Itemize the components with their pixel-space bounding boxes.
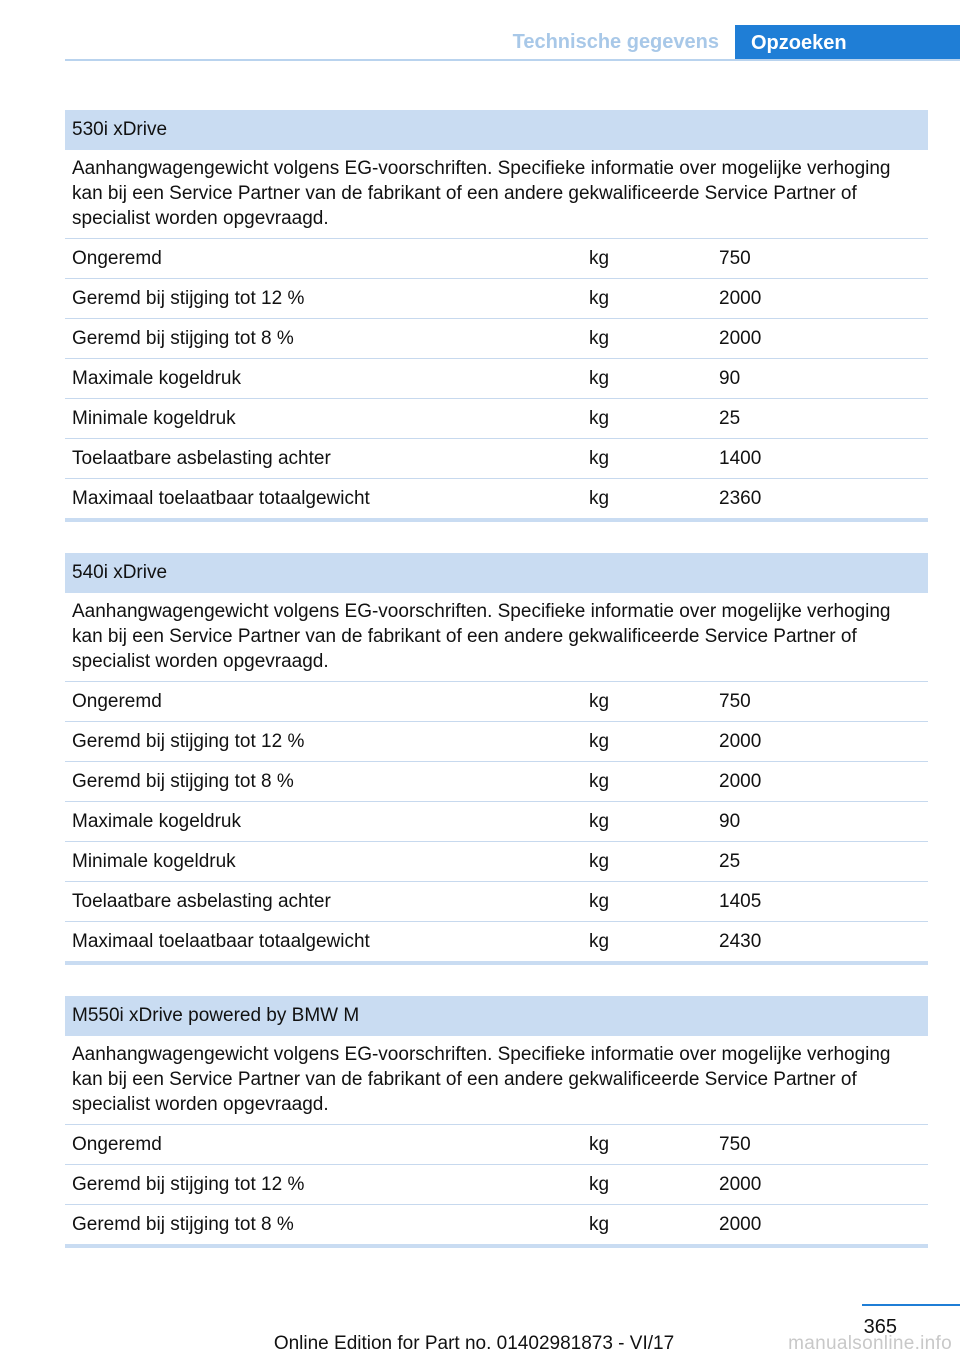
row-label: Maximaal toelaatbaar totaalgewicht — [72, 931, 370, 952]
row-label: Minimale kogeldruk — [72, 851, 236, 872]
row-label: Ongeremd — [72, 248, 162, 269]
table-row — [65, 722, 928, 762]
row-unit: kg — [589, 851, 610, 872]
row-value: 25 — [719, 851, 741, 872]
page-number: 365 — [863, 1316, 897, 1338]
row-label: Geremd bij stijging tot 12 % — [72, 1174, 305, 1195]
table-row — [65, 1165, 928, 1205]
row-unit: kg — [589, 288, 610, 309]
table-row — [65, 682, 928, 722]
table-row — [65, 842, 928, 882]
chapter-tab[interactable]: Opzoeken — [735, 25, 960, 61]
row-unit: kg — [589, 408, 610, 429]
row-unit: kg — [589, 931, 610, 952]
section-m550i — [65, 996, 928, 1248]
row-label: Geremd bij stijging tot 12 % — [72, 288, 305, 309]
watermark: manualsonline.info — [788, 1333, 952, 1354]
row-label: Geremd bij stijging tot 8 % — [72, 328, 294, 349]
row-label: Maximale kogeldruk — [72, 368, 241, 389]
table-row — [65, 1205, 928, 1248]
row-label: Ongeremd — [72, 691, 162, 712]
row-value: 2000 — [719, 328, 762, 349]
row-value: 90 — [719, 811, 741, 832]
row-value: 2000 — [719, 1214, 762, 1235]
row-value: 2360 — [719, 488, 762, 509]
row-unit: kg — [589, 691, 610, 712]
row-value: 1400 — [719, 448, 762, 469]
row-unit: kg — [589, 1134, 610, 1155]
row-value: 750 — [719, 691, 751, 712]
row-value: 2000 — [719, 288, 762, 309]
page-header — [65, 25, 960, 61]
table-row — [65, 479, 928, 522]
row-value: 2000 — [719, 731, 762, 752]
row-unit: kg — [589, 811, 610, 832]
row-unit: kg — [589, 248, 610, 269]
section-description: Aanhangwagengewicht volgens EG-voorschriften. Specifieke informatie over mogelijke verhoging kan bij een Service Partner van de fabrikant of een andere gekwalificeerde Service Partner of specialist worden opgevraagd. — [65, 150, 928, 239]
table-row — [65, 439, 928, 479]
row-unit: kg — [589, 368, 610, 389]
page-number-rule — [862, 1304, 960, 1306]
row-value: 90 — [719, 368, 741, 389]
row-label: Toelaatbare asbelasting achter — [72, 891, 331, 912]
row-unit: kg — [589, 448, 610, 469]
table-row — [65, 239, 928, 279]
row-label: Geremd bij stijging tot 8 % — [72, 1214, 294, 1235]
table-row — [65, 279, 928, 319]
row-label: Minimale kogeldruk — [72, 408, 236, 429]
row-unit: kg — [589, 1174, 610, 1195]
section-530i — [65, 110, 928, 522]
row-value: 25 — [719, 408, 741, 429]
table-row — [65, 399, 928, 439]
section-540i — [65, 553, 928, 965]
row-value: 2430 — [719, 931, 762, 952]
table-row — [65, 802, 928, 842]
table-row — [65, 359, 928, 399]
section-title: 530i xDrive — [65, 110, 928, 150]
row-label: Maximaal toelaatbaar totaalgewicht — [72, 488, 370, 509]
row-unit: kg — [589, 771, 610, 792]
table-row — [65, 922, 928, 965]
section-title: 540i xDrive — [65, 553, 928, 593]
row-unit: kg — [589, 328, 610, 349]
row-label: Maximale kogeldruk — [72, 811, 241, 832]
row-value: 2000 — [719, 1174, 762, 1195]
section-description: Aanhangwagengewicht volgens EG-voorschriften. Specifieke informatie over mogelijke verhoging kan bij een Service Partner van de fabrikant of een andere gekwalificeerde Service Partner of specialist worden opgevraagd. — [65, 593, 928, 682]
table-row — [65, 1125, 928, 1165]
table-row — [65, 762, 928, 802]
row-value: 750 — [719, 1134, 751, 1155]
row-label: Ongeremd — [72, 1134, 162, 1155]
row-value: 1405 — [719, 891, 762, 912]
row-unit: kg — [589, 488, 610, 509]
row-label: Toelaatbare asbelasting achter — [72, 448, 331, 469]
table-row — [65, 882, 928, 922]
row-unit: kg — [589, 891, 610, 912]
edition-footer: Online Edition for Part no. 01402981873 - VI/17 — [273, 1333, 675, 1354]
row-unit: kg — [589, 731, 610, 752]
header-divider — [65, 59, 960, 61]
section-tab[interactable]: Technische gegevens — [512, 31, 719, 53]
row-value: 750 — [719, 248, 751, 269]
section-title: M550i xDrive powered by BMW M — [65, 996, 928, 1036]
row-value: 2000 — [719, 771, 762, 792]
row-unit: kg — [589, 1214, 610, 1235]
section-description: Aanhangwagengewicht volgens EG-voorschriften. Specifieke informatie over mogelijke verhoging kan bij een Service Partner van de fabrikant of een andere gekwalificeerde Service Partner of specialist worden opgevraagd. — [65, 1036, 928, 1125]
table-row — [65, 319, 928, 359]
row-label: Geremd bij stijging tot 8 % — [72, 771, 294, 792]
row-label: Geremd bij stijging tot 12 % — [72, 731, 305, 752]
